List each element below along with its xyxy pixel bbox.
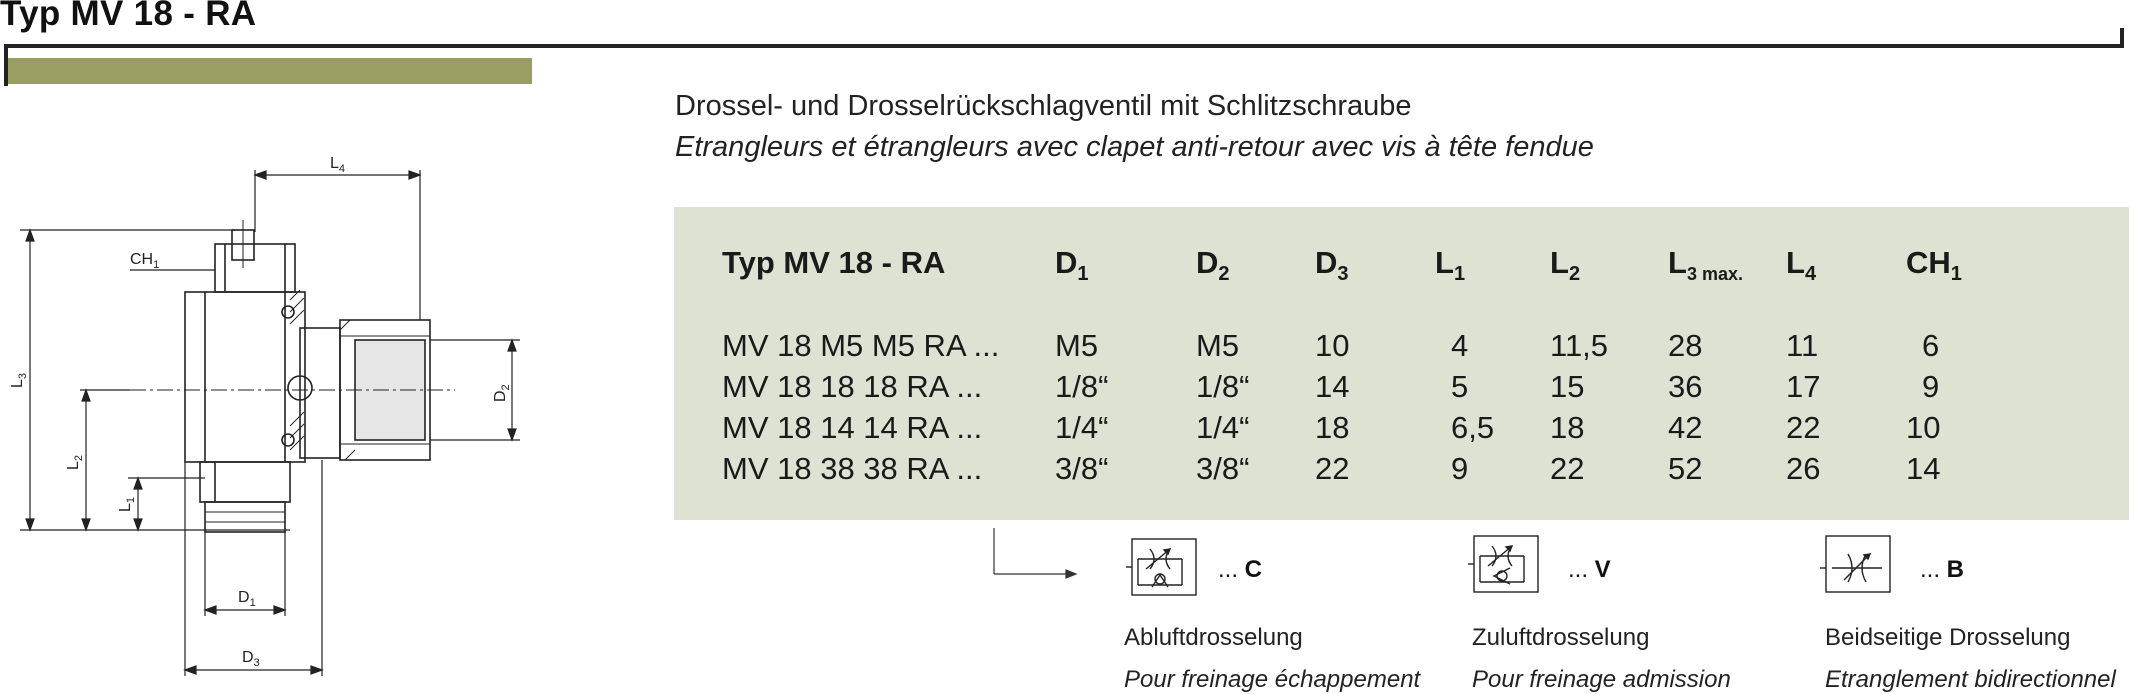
l3-label: $L_3$ (9, 372, 29, 388)
subtitle-french: Etrangleurs et étrangleurs avec clapet anti-retour avec vis à tête fendue (675, 131, 1594, 163)
table-cell-d1: 3/8“ (1055, 451, 1109, 486)
variant-code-v: ... V (1568, 556, 1611, 583)
header-l4: $L_4$ (1786, 245, 1817, 286)
table-cell-type: MV 18 38 38 RA ... (722, 451, 983, 486)
table-cell-l2: 18 (1550, 410, 1585, 445)
table-cell-l1: 5 (1451, 369, 1469, 404)
table-cell-type: MV 18 14 14 RA ... (722, 410, 983, 445)
table-cell-d1: 1/8“ (1055, 369, 1109, 404)
table-cell-d3: 18 (1315, 410, 1350, 445)
header-ch1: $CH_1$ (1906, 245, 1962, 286)
table-cell-d3: 22 (1315, 451, 1350, 486)
d3-label: $D_3$ (242, 649, 260, 669)
accent-bar (8, 58, 532, 84)
subtitle-german: Drossel- und Drosselrückschlagventil mit Schlitzschraube (675, 90, 1412, 122)
header-l3: $L_{3 max.}$ (1668, 245, 1743, 285)
bidirectional-throttle-symbol (1818, 532, 1898, 600)
table-cell-ch1: 14 (1906, 451, 1941, 486)
table-cell-l3: 42 (1668, 410, 1703, 445)
variant-code-c: ... C (1218, 556, 1263, 583)
ch1-label: $CH_1$ (130, 251, 160, 271)
d2-label: $D_2$ (492, 384, 512, 402)
header-d2: $D_2$ (1196, 245, 1230, 286)
table-cell-d2: 1/4“ (1196, 410, 1250, 445)
table-cell-ch1: 6 (1922, 328, 1940, 363)
table-cell-d3: 14 (1315, 369, 1350, 404)
d1-label: $D_1$ (238, 589, 256, 609)
table-cell-l4: 22 (1786, 410, 1821, 445)
table-cell-type: MV 18 M5 M5 RA ... (722, 328, 1000, 363)
table-cell-l3: 52 (1668, 451, 1703, 486)
valve-technical-drawing (0, 140, 560, 694)
table-cell-l1: 6,5 (1451, 410, 1495, 445)
supply-throttle-symbol (1466, 532, 1546, 600)
variant-b-label-fr: Etranglement bidirectionnel (1825, 666, 2116, 693)
table-cell-l1: 4 (1451, 328, 1469, 363)
variant-pointer-arrow (990, 528, 1080, 580)
table-cell-type: MV 18 18 18 RA ... (722, 369, 983, 404)
l1-label: $L_1$ (117, 496, 137, 512)
variant-c-label-fr: Pour freinage échappement (1124, 666, 1421, 693)
title-frame-top-rule (4, 44, 2120, 48)
variant-v-label-de: Zuluftdrosselung (1472, 624, 1650, 651)
header-type: Typ MV 18 - RA (722, 245, 946, 280)
table-cell-ch1: 9 (1922, 369, 1940, 404)
header-d3: $D_3$ (1315, 245, 1349, 286)
exhaust-throttle-symbol (1124, 535, 1204, 603)
table-cell-d2: M5 (1196, 328, 1240, 363)
variant-b-label-de: Beidseitige Drosselung (1825, 624, 2071, 651)
table-cell-l3: 28 (1668, 328, 1703, 363)
variant-c-label-de: Abluftdrosselung (1124, 624, 1303, 651)
l4-label: $L_4$ (330, 155, 346, 175)
table-cell-d1: 1/4“ (1055, 410, 1109, 445)
table-cell-l2: 22 (1550, 451, 1585, 486)
table-cell-l3: 36 (1668, 369, 1703, 404)
table-cell-l4: 11 (1786, 328, 1819, 363)
table-cell-l4: 17 (1786, 369, 1821, 404)
table-cell-d3: 10 (1315, 328, 1350, 363)
table-cell-l4: 26 (1786, 451, 1821, 486)
variant-v-label-fr: Pour freinage admission (1472, 666, 1731, 693)
l2-label: $L_2$ (65, 454, 85, 470)
title-frame-right-rule (2120, 28, 2124, 48)
table-cell-d2: 1/8“ (1196, 369, 1250, 404)
header-l2: $L_2$ (1550, 245, 1581, 286)
table-cell-l1: 9 (1451, 451, 1469, 486)
page-title: Typ MV 18 - RA (0, 0, 257, 33)
table-cell-l2: 11,5 (1550, 328, 1609, 363)
table-cell-ch1: 10 (1906, 410, 1941, 445)
variant-code-b: ... B (1920, 556, 1965, 583)
header-l1: $L_1$ (1435, 245, 1466, 286)
table-cell-d1: M5 (1055, 328, 1099, 363)
header-d1: $D_1$ (1055, 245, 1089, 286)
table-cell-d2: 3/8“ (1196, 451, 1250, 486)
table-cell-l2: 15 (1550, 369, 1585, 404)
